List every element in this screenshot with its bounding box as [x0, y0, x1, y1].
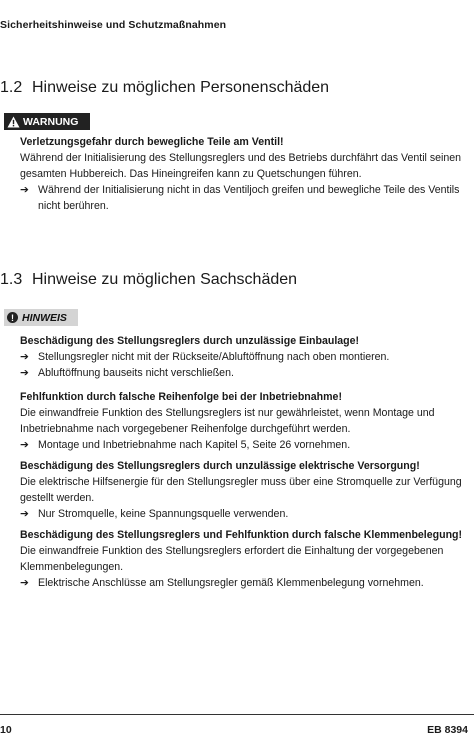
bullet-text: Montage und Inbetriebnahme nach Kapitel 5, Seite 26 vornehmen.: [38, 439, 351, 451]
bullet-text: Nur Stromquelle, keine Spannungsquelle verwenden.: [38, 508, 289, 520]
document-number: EB 8394: [427, 724, 468, 736]
note-item3-text: Die elektrische Hilfsenergie für den Stellungsregler muss über eine Stromquelle zur Verfügung gestellt werden.: [20, 476, 462, 504]
note-item2-text: Die einwandfreie Funktion des Stellungsreglers ist nur gewährleistet, wenn Montage und Inbetriebnahme nach vorgegebener Reihenfolge durchgeführt werden.: [20, 407, 435, 435]
note-badge: [4, 309, 78, 326]
warning-badge: [4, 113, 90, 130]
arrow-right-icon: ➔: [20, 184, 29, 196]
warning-title: Verletzungsgefahr durch bewegliche Teile am Ventil!: [20, 136, 284, 148]
warning-bullet: [20, 182, 468, 214]
bullet-text: Elektrische Anschlüsse am Stellungsregler gemäß Klemmenbelegung vornehmen.: [38, 577, 424, 589]
footer-rule: [0, 714, 474, 715]
arrow-right-icon: ➔: [20, 351, 29, 363]
warning-bullet-text: Während der Initialisierung nicht in das Ventiljoch greifen und bewegliche Teile des Ventils nicht berühren.: [38, 184, 460, 212]
note-item1-bullet1: [20, 349, 468, 365]
warning-text: Während der Initialisierung des Stellungsreglers und des Betriebs durchfährt das Ventil seinen gesamten Hubbereich. Das Hineingreifen kann zu Quetschungen führen.: [20, 152, 462, 180]
note-item3-title: Beschädigung des Stellungsreglers durch unzulässige elektrische Versorgung!: [20, 460, 420, 472]
arrow-right-icon: ➔: [20, 367, 29, 379]
note-item4-title: Beschädigung des Stellungsreglers und Fehlfunktion durch falsche Klemmenbelegung!: [20, 529, 463, 541]
arrow-right-icon: ➔: [20, 439, 29, 451]
page-number: 10: [0, 724, 12, 736]
arrow-right-icon: ➔: [20, 508, 29, 520]
note-item4-bullet: [20, 575, 468, 591]
running-header: Sicherheitshinweise und Schutzmaßnahmen: [0, 19, 227, 31]
note-item2-bullet: [20, 437, 468, 453]
note-item4-text: Die einwandfreie Funktion des Stellungsreglers erfordert die Einhaltung der vorgegebenen Klemmenbelegungen.: [20, 545, 444, 573]
section-heading-sachschaeden: [0, 271, 297, 289]
arrow-right-icon: ➔: [20, 577, 29, 589]
note-badge-label: HINWEIS: [22, 311, 67, 324]
note-item3-bullet: [20, 506, 468, 522]
section-number: 1.3: [0, 271, 23, 288]
section-title: Hinweise zu möglichen Sachschäden: [32, 271, 298, 288]
note-item2-title: Fehlfunktion durch falsche Reihenfolge bei der Inbetriebnahme!: [20, 391, 342, 403]
note-item1-bullet2: [20, 365, 468, 381]
warning-triangle-icon: [7, 116, 20, 128]
note-item1-title: Beschädigung des Stellungsreglers durch unzulässige Einbaulage!: [20, 335, 360, 347]
section-number: 1.2: [0, 79, 23, 96]
section-title: Hinweise zu möglichen Personenschäden: [32, 79, 330, 96]
warning-block: [20, 134, 468, 214]
bullet-text: Abluftöffnung bauseits nicht verschließen.: [38, 367, 234, 379]
section-heading-personenschaeden: [0, 79, 329, 97]
warning-badge-label: WARNUNG: [23, 115, 79, 128]
note-block: [20, 333, 468, 591]
exclamation-icon: !: [7, 312, 18, 323]
bullet-text: Stellungsregler nicht mit der Rückseite/Abluftöffnung nach oben montieren.: [38, 351, 390, 363]
